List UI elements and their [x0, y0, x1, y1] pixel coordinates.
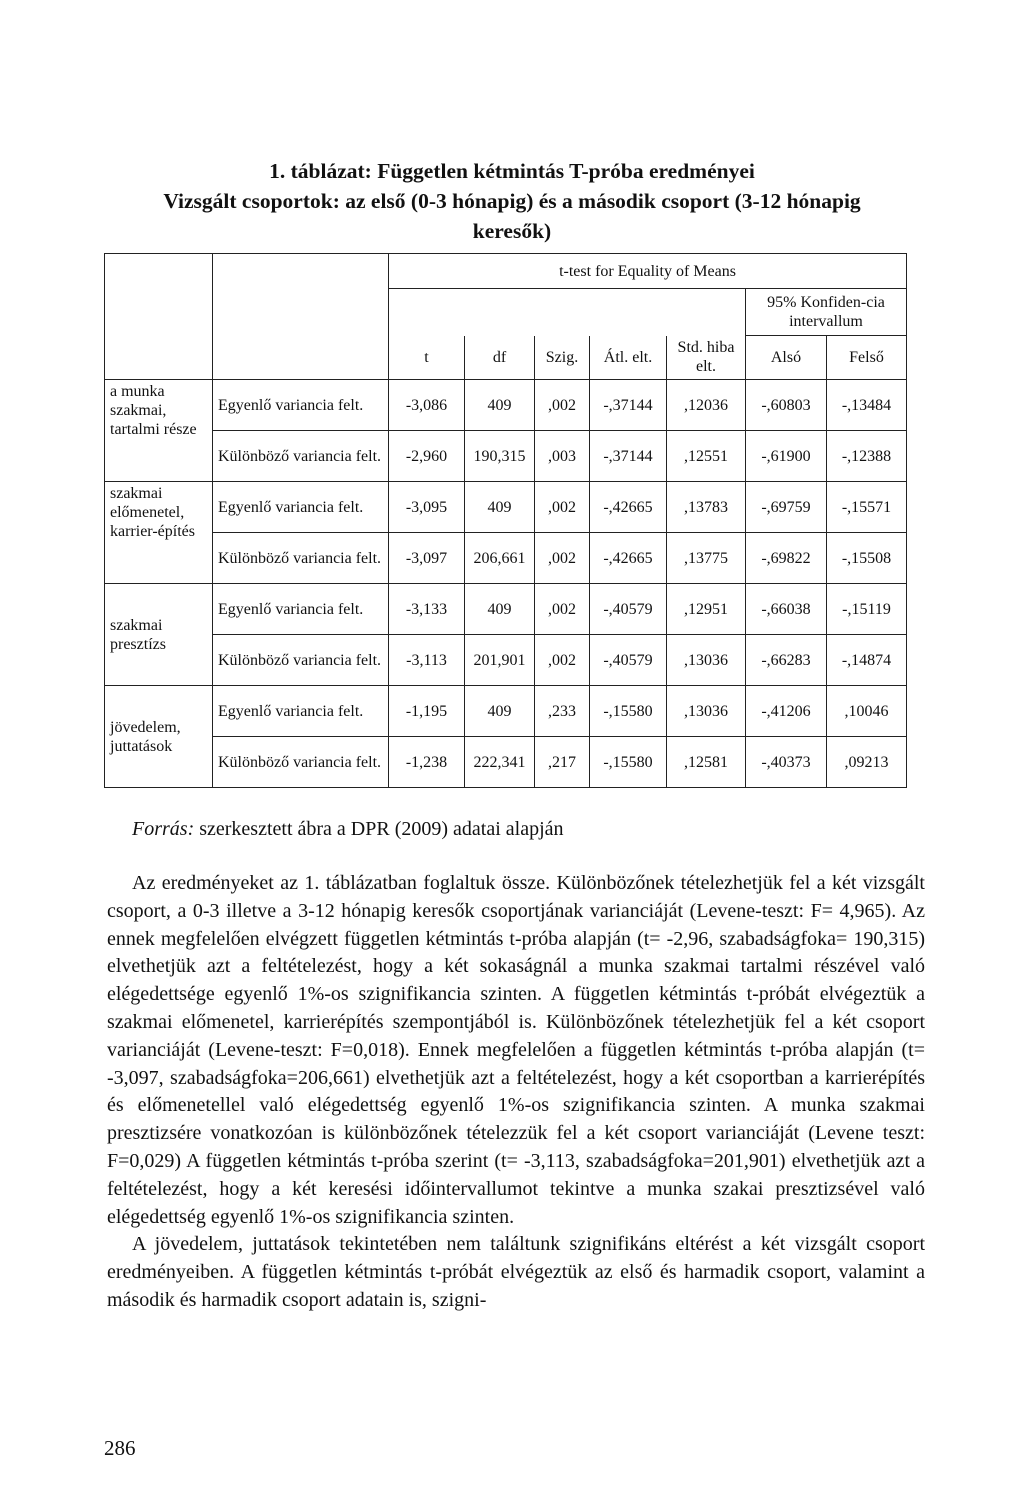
table-row	[105, 686, 907, 737]
cell-felso: -,15119	[827, 584, 907, 635]
header-ci: 95% Konfiden-cia intervallum	[746, 289, 907, 336]
condition-cell: Különböző variancia felt.	[213, 533, 389, 584]
condition-cell: Egyenlő variancia felt.	[213, 686, 389, 737]
condition-cell: Különböző variancia felt.	[213, 635, 389, 686]
group-label: szakmai előmenetel, karrier-építés	[105, 482, 213, 584]
header-empty-7	[213, 336, 389, 380]
header-t-test-group: t-test for Equality of Means	[389, 254, 907, 289]
table-row	[105, 584, 907, 635]
cell-szig: ,002	[535, 584, 590, 635]
header-empty-5	[389, 289, 746, 336]
cell-t: -3,133	[389, 584, 465, 635]
cell-szig: ,002	[535, 533, 590, 584]
cell-std: ,12951	[667, 584, 746, 635]
header-empty-4	[213, 289, 389, 336]
condition-cell: Egyenlő variancia felt.	[213, 584, 389, 635]
header-empty-1	[105, 254, 213, 289]
cell-felso: -,15508	[827, 533, 907, 584]
cell-szig: ,233	[535, 686, 590, 737]
cell-also: -,66283	[746, 635, 827, 686]
paragraph-1: Az eredményeket az 1. táblázatban foglaltuk össze. Különbözőnek tételezhetjük fel a két vizsgált csoport, a 0-3 illetve a 3-12 hónapig keresők csoportjának varianciáját (Levene-teszt: F= 4,965). Az ennek megfelelően elvégzett független kétmintás t-próba alapján (t= -2,96, szabadságfoka= 190,315) elvethetjük azt a feltételezést, hogy a két sokaságnál a munka szakmai tartalmi részével való elégedettsége egyenlő 1%-os szignifikancia szinten. A független kétmintás t-próbát elvégeztük a szakmai előmenetel, karrierépítés szempontjából is. Különbözőnek tételezhetjük fel a két csoport varianciáját (Levene-teszt: F=0,018). Ennek megfelelően a független kétmintás t-próba alapján (t= -3,097, szabadságfoka=206,661) elvethetjük azt a feltételezést, hogy a két csoportban a karrierépítés és előmenetellel való elégedettség egyenlő 1%-os szignifikancia szinten. A munka szakmai presztizsére vonatkozóan is különbözőnek tételezzük fel a két csoport varianciáját (Levene teszt: F=0,029) A független kétmintás t-próba szerint (t= -3,113, szabadságfoka=201,901) elvethetjük azt a feltételezést, hogy a két keresési időintervallumot tekintve a munka szakai presztizsével való elégedettség egyenlő 1%-os szignifikancia szinten.	[107, 872, 925, 1228]
cell-felso: -,15571	[827, 482, 907, 533]
cell-szig: ,002	[535, 635, 590, 686]
source-label: Forrás:	[132, 818, 195, 840]
cell-t: -3,113	[389, 635, 465, 686]
paragraph-2: A jövedelem, juttatások tekintetében nem találtunk szignifikáns eltérést a két vizsgált csoport eredményeiben. A független kétmintás t-próbát elvégeztük az első és harmadik csoport, valamint a második és harmadik csoport adatain is, szigni-	[107, 1233, 925, 1311]
source-text: szerkesztett ábra a DPR (2009) adatai alapján	[199, 818, 564, 840]
table-row	[105, 533, 907, 584]
cell-std: ,12581	[667, 737, 746, 788]
condition-cell: Különböző variancia felt.	[213, 737, 389, 788]
cell-t: -1,238	[389, 737, 465, 788]
source-note	[132, 818, 564, 841]
cell-also: -,41206	[746, 686, 827, 737]
caption-line-1: 1. táblázat: Független kétmintás T-próba eredményei	[269, 159, 755, 183]
cell-std: ,12036	[667, 380, 746, 431]
cell-also: -,66038	[746, 584, 827, 635]
group-label: jövedelem, juttatások	[105, 686, 213, 788]
cell-atl: -,42665	[590, 482, 667, 533]
page-number: 286	[104, 1436, 136, 1460]
cell-t: -3,097	[389, 533, 465, 584]
condition-cell: Különböző variancia felt.	[213, 431, 389, 482]
cell-felso: ,10046	[827, 686, 907, 737]
table-caption	[0, 156, 1024, 246]
cell-std: ,13036	[667, 635, 746, 686]
cell-also: -,61900	[746, 431, 827, 482]
cell-felso: ,09213	[827, 737, 907, 788]
cell-df: 409	[465, 380, 535, 431]
col-header-df: df	[465, 336, 535, 380]
group-label: a munka szakmai, tartalmi része	[105, 380, 213, 482]
cell-atl: -,37144	[590, 380, 667, 431]
table-row	[105, 635, 907, 686]
header-empty-6	[105, 336, 213, 380]
cell-felso: -,13484	[827, 380, 907, 431]
cell-std: ,13783	[667, 482, 746, 533]
cell-atl: -,40579	[590, 584, 667, 635]
col-header-atl: Átl. elt.	[590, 336, 667, 380]
cell-t: -3,086	[389, 380, 465, 431]
cell-df: 409	[465, 482, 535, 533]
header-empty-3	[105, 289, 213, 336]
col-header-std: Std. hiba elt.	[667, 336, 746, 380]
group-label: szakmai presztízs	[105, 584, 213, 686]
cell-felso: -,12388	[827, 431, 907, 482]
cell-std: ,13775	[667, 533, 746, 584]
cell-szig: ,002	[535, 380, 590, 431]
cell-df: 409	[465, 686, 535, 737]
cell-szig: ,217	[535, 737, 590, 788]
table-row	[105, 431, 907, 482]
table-row	[105, 737, 907, 788]
header-empty-2	[213, 254, 389, 289]
caption-line-2: Vizsgált csoportok: az első (0-3 hónapig) és a második csoport (3-12 hónapig	[163, 189, 861, 213]
col-header-t: t	[389, 336, 465, 380]
cell-also: -,40373	[746, 737, 827, 788]
cell-also: -,60803	[746, 380, 827, 431]
cell-also: -,69759	[746, 482, 827, 533]
cell-szig: ,002	[535, 482, 590, 533]
cell-atl: -,15580	[590, 686, 667, 737]
cell-szig: ,003	[535, 431, 590, 482]
cell-t: -3,095	[389, 482, 465, 533]
col-header-also: Alsó	[746, 336, 827, 380]
caption-line-3: keresők)	[472, 219, 552, 243]
cell-df: 190,315	[465, 431, 535, 482]
cell-std: ,13036	[667, 686, 746, 737]
cell-t: -2,960	[389, 431, 465, 482]
body-text	[107, 870, 925, 1315]
cell-df: 206,661	[465, 533, 535, 584]
condition-cell: Egyenlő variancia felt.	[213, 380, 389, 431]
condition-cell: Egyenlő variancia felt.	[213, 482, 389, 533]
cell-df: 201,901	[465, 635, 535, 686]
cell-also: -,69822	[746, 533, 827, 584]
cell-std: ,12551	[667, 431, 746, 482]
cell-atl: -,37144	[590, 431, 667, 482]
col-header-felso: Felső	[827, 336, 907, 380]
col-header-szig: Szig.	[535, 336, 590, 380]
cell-atl: -,15580	[590, 737, 667, 788]
table-row	[105, 482, 907, 533]
cell-atl: -,42665	[590, 533, 667, 584]
t-test-table	[104, 253, 907, 788]
cell-df: 409	[465, 584, 535, 635]
cell-df: 222,341	[465, 737, 535, 788]
cell-t: -1,195	[389, 686, 465, 737]
cell-atl: -,40579	[590, 635, 667, 686]
cell-felso: -,14874	[827, 635, 907, 686]
table-row	[105, 380, 907, 431]
